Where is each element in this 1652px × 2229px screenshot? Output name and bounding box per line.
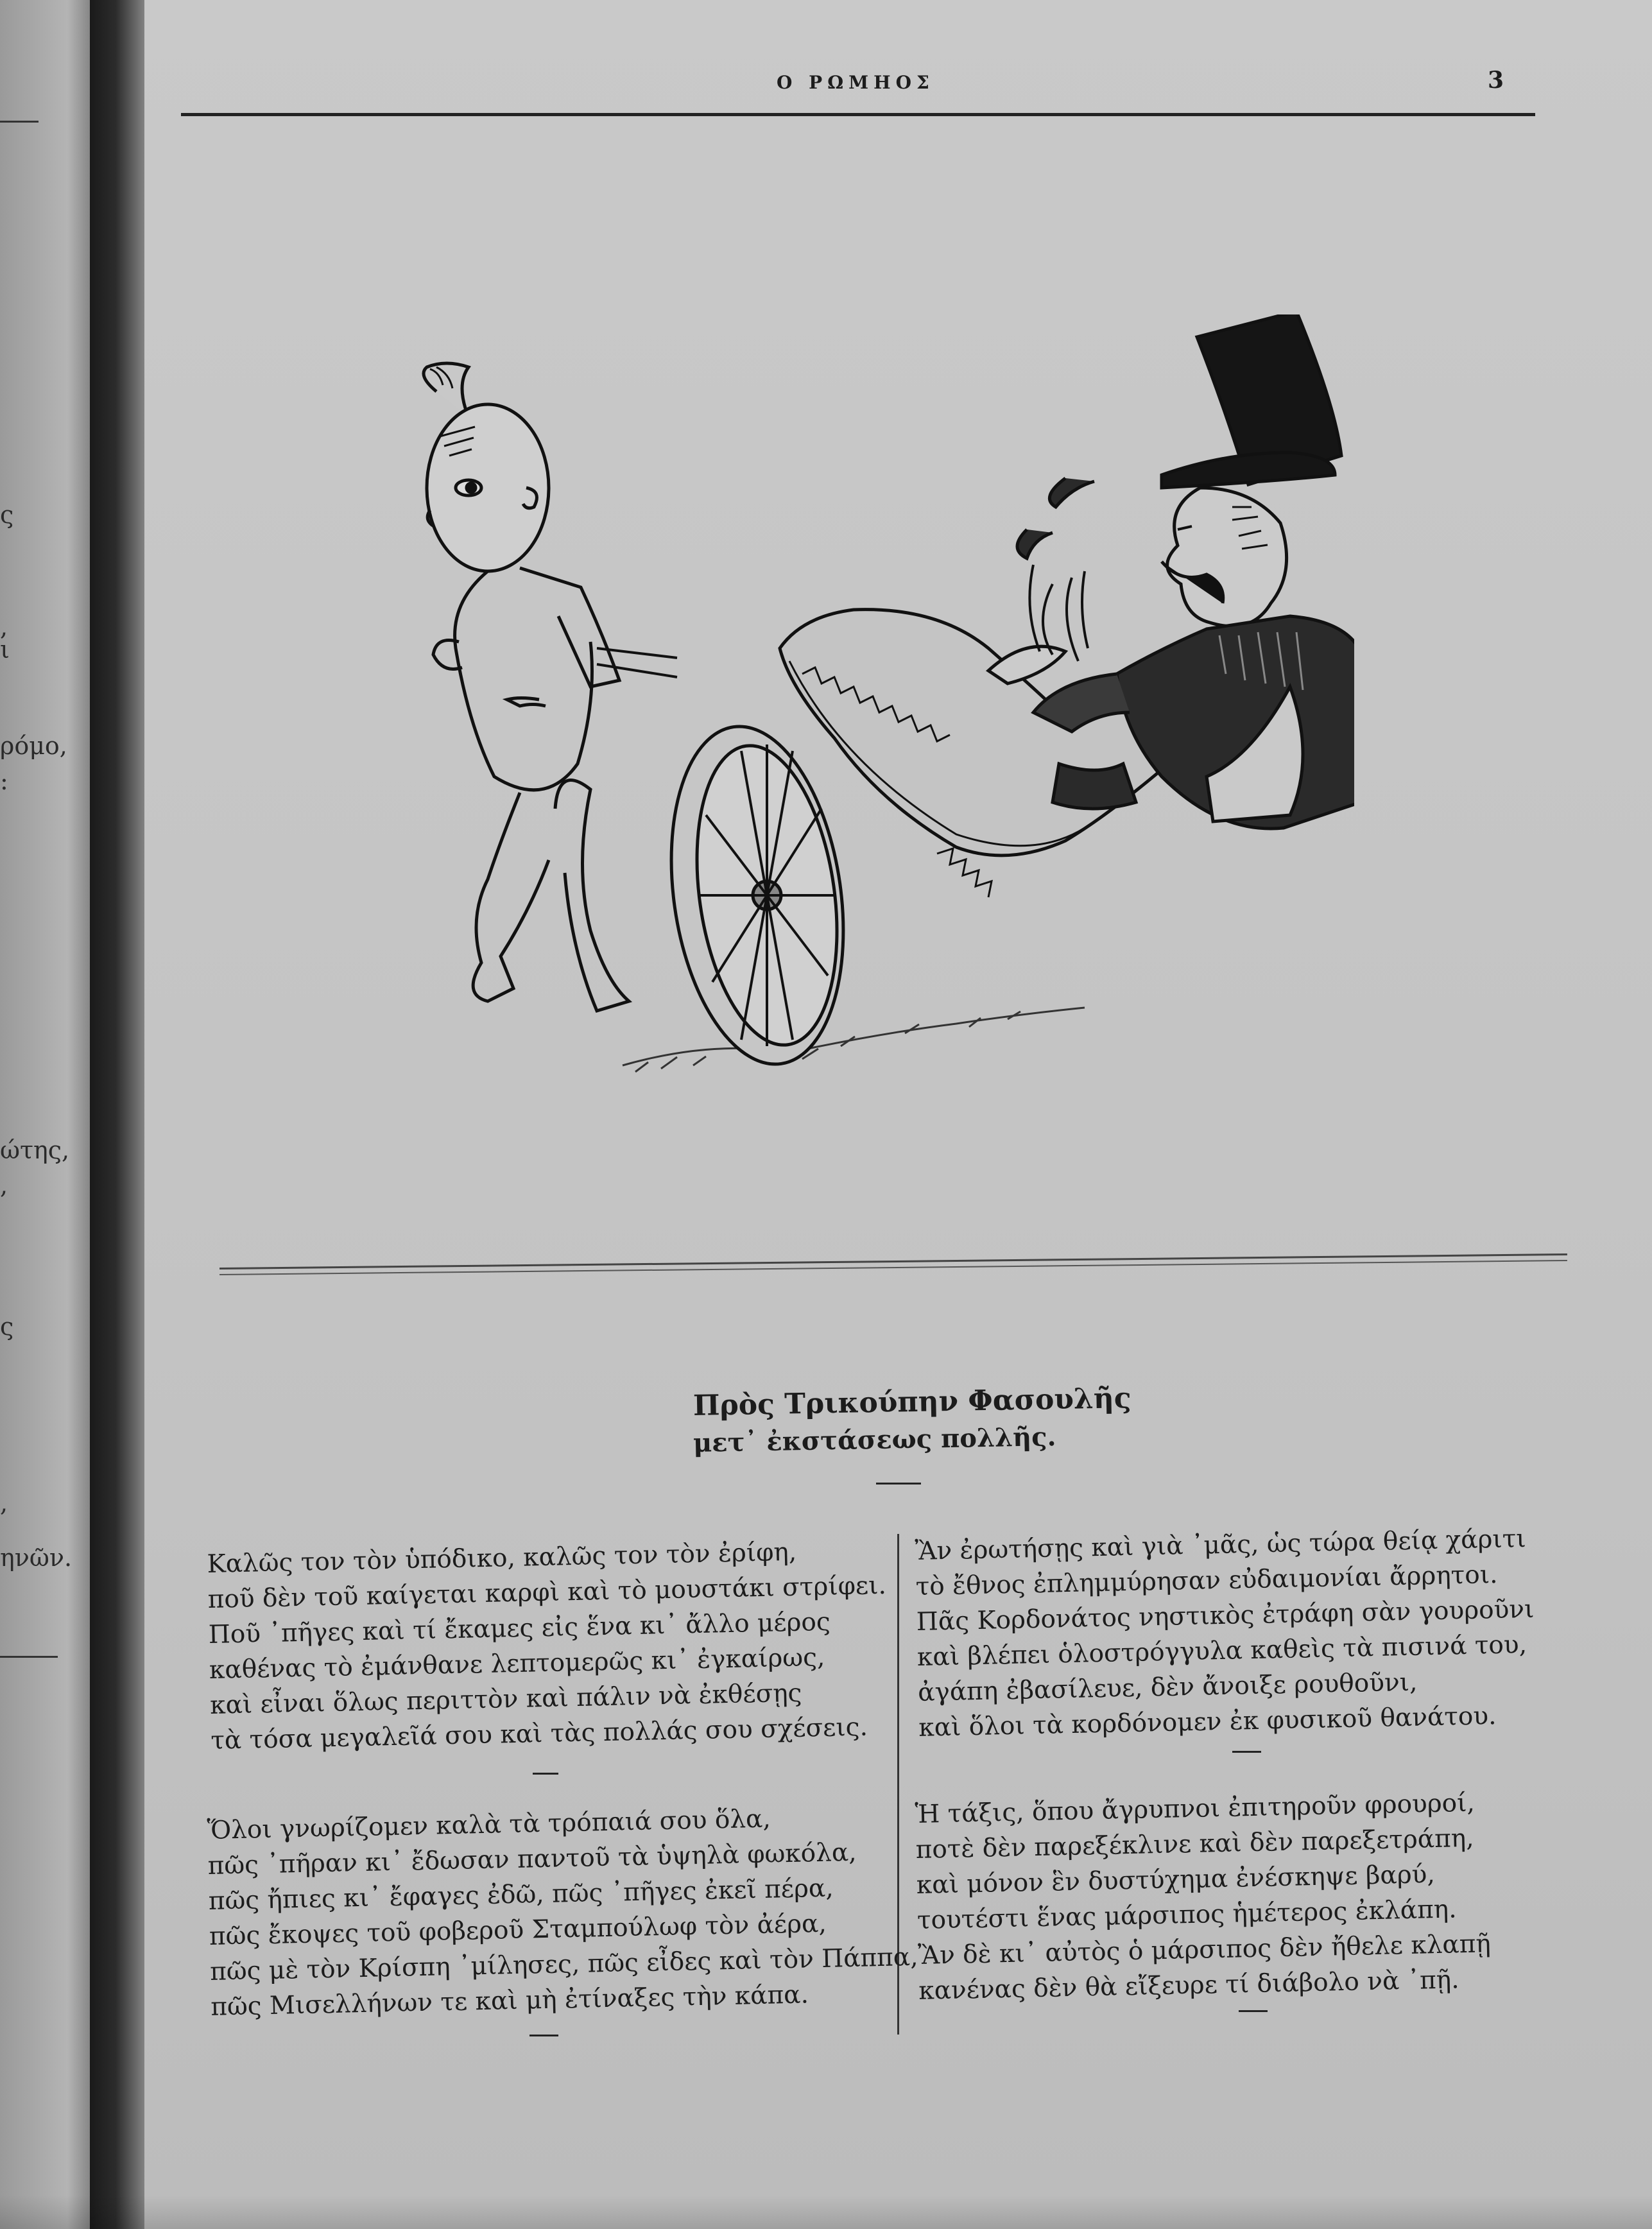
poem-line: καὶ μόνον ἓν δυστύχημα ἐνέσκηψε βαρύ, (916, 1860, 1436, 1900)
header-rule (181, 113, 1535, 116)
previous-page-fragment: ρόμο, (0, 732, 67, 760)
poem-line: τουτέστι ἕνας μάρσιπος ἡμέτερος ἐκλάπη. (916, 1895, 1457, 1935)
previous-page-fragment: , (0, 1171, 8, 1200)
poem-line: πῶς ᾿πῆραν κι᾿ ἔδωσαν παντοῦ τὰ ὑψηλὰ φωκόλα, (207, 1837, 857, 1880)
stanza-dash (529, 2035, 558, 2036)
ground-hatching (623, 1008, 1085, 1072)
previous-page-edge (0, 0, 96, 2229)
poem-line: πῶς ἔκοψες τοῦ φοβεροῦ Σταμπούλωφ τὸν ἀέρα, (209, 1909, 827, 1951)
poem-line: Ὅλοι γνωρίζομεν καλὰ τὰ τρόπαιά σου ὅλα, (207, 1804, 771, 1845)
stanza-dash (533, 1773, 558, 1775)
previous-page-fragment: ς (0, 501, 14, 529)
poem-subtitle: μετ᾿ ἐκστάσεως πολλῆς. (693, 1422, 1056, 1458)
poem-line: καὶ βλέπει ὁλοστρόγγυλα καθεὶς τὰ πισινά του, (916, 1630, 1527, 1672)
poem-line: Πᾶς Κορδονάτος νηστικὸς ἐτράφη σὰν γουροῦνι (916, 1594, 1535, 1637)
poem-line: Καλῶς τον τὸν ὑπόδικο, καλῶς τον τὸν ἐρίφη, (207, 1537, 797, 1579)
left-stanza-2 (207, 1798, 919, 2025)
stanza-dash (1232, 1751, 1261, 1753)
poem-line: πῶς ἤπιες κι᾿ ἔφαγες ἐδῶ, πῶς ᾿πῆγες ἐκεῖ πέρα, (208, 1873, 834, 1916)
poem-line: τὰ τόσα μεγαλεῖά σου καὶ τὰς πολλάς σου σχέσεις. (210, 1712, 868, 1755)
page-number: 3 (1488, 67, 1504, 94)
previous-page-fragment: ώτης, (0, 1136, 70, 1164)
poem-line: Ἡ τάξις, ὅπου ἄγρυπνοι ἐπιτηροῦν φρουροί, (915, 1788, 1476, 1829)
left-stanza-1 (207, 1533, 890, 1759)
puppet-figure (424, 363, 677, 1011)
previous-page-rule (0, 1656, 58, 1658)
previous-page-fragment: ς (0, 1312, 14, 1341)
poem-title: Πρὸς Τρικούπην Φασουλῆς (693, 1382, 1131, 1422)
poem-line: πῶς μὲ τὸν Κρίσπη ᾿μίλησες, πῶς εἶδες καὶ τὸν Πάππα, (209, 1942, 918, 1986)
poem-line: Ἂν ἐρωτήσῃς καὶ γιὰ ᾿μᾶς, ὡς τώρα θείᾳ χάριτι (915, 1524, 1527, 1566)
right-stanza-2 (915, 1785, 1492, 2009)
previous-page-rule (0, 121, 39, 123)
poem-line: τὸ ἔθνος ἐπλημμύρησαν εὐδαιμονίαι ἄρρητοι. (915, 1560, 1498, 1601)
previous-page-fragment: , (0, 1489, 8, 1517)
title-dash (876, 1483, 921, 1485)
poem-line: ποτὲ δὲν παρεξέκλινε καὶ δὲν παρεξετράπη, (915, 1823, 1474, 1864)
poem-line: Ποῦ ᾿πῆγες καὶ τί ἔκαμες εἰς ἕνα κι᾿ ἄλλο μέρος (208, 1607, 831, 1649)
poem-line: καὶ ὅλοι τὰ κορδόνομεν ἐκ φυσικοῦ θανάτου. (918, 1701, 1497, 1743)
previous-page-fragment: ι (0, 635, 10, 664)
stanza-dash (1239, 2010, 1268, 2012)
poem-line: καθένας τὸ ἐμάνθανε λεπτομερῶς κι᾿ ἐγκαίρως, (209, 1642, 825, 1685)
previous-page-fragment: : (0, 767, 8, 795)
poem-line: καὶ εἶναι ὅλως περιττὸν καὶ πάλιν νὰ ἐκθέσῃς (209, 1678, 802, 1720)
satirical-cartoon-illustration (391, 314, 1354, 1117)
poem-line: πῶς Μισελλήνων τε καὶ μὴ ἐτίναξες τὴν κάπα. (210, 1980, 809, 2022)
poem-line: κανένας δὲν θὰ εἴξευρε τί διάβολο νὰ ᾿πῇ. (918, 1965, 1460, 2006)
newspaper-masthead: Ο ΡΩΜΗΟΣ (777, 72, 934, 93)
book-gutter-shadow (90, 0, 148, 2229)
poem-line: ἀγάπη ἐβασίλευε, δὲν ἄνοιξε ρουθοῦνι, (917, 1667, 1418, 1707)
poem-line: ποῦ δὲν τοῦ καίγεται καρφὶ καὶ τὸ μουστάκι στρίφει. (207, 1571, 887, 1614)
right-stanza-1 (915, 1521, 1536, 1746)
poem-line: Ἂν δὲ κι᾿ αὐτὸς ὁ μάρσιπος δὲν ἤθελε κλαπῇ (917, 1929, 1492, 1970)
previous-page-fragment: , (0, 613, 8, 641)
page-bottom-shadow (0, 2195, 1652, 2229)
previous-page-fragment: ηνῶν. (0, 1544, 73, 1572)
